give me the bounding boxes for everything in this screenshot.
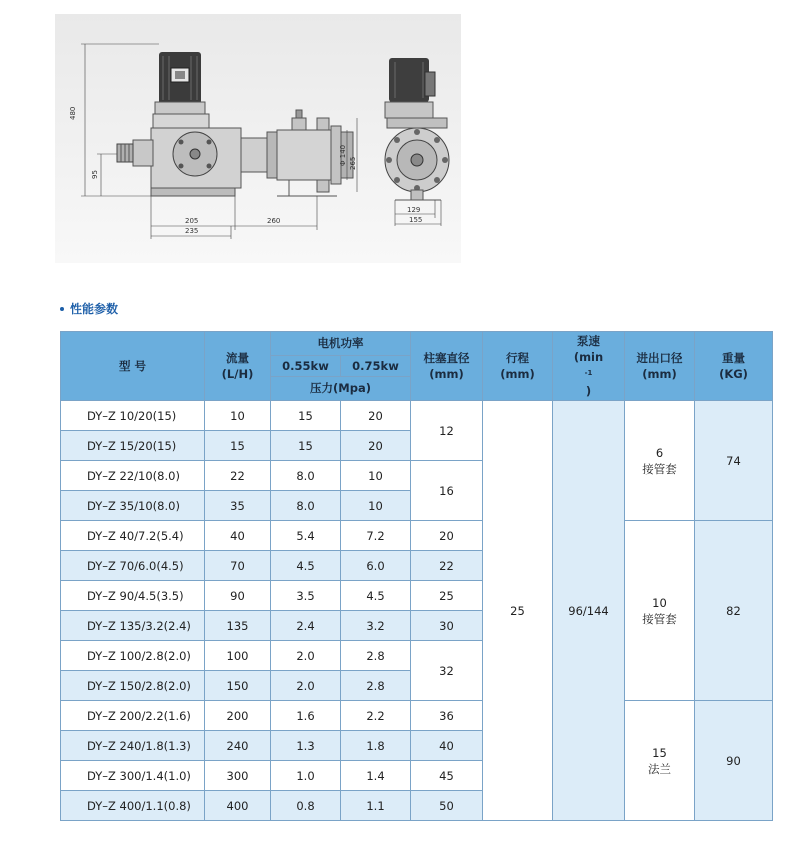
dim-phi140-label: Φ 140 <box>339 144 347 166</box>
cell-pressure-075: 6.0 <box>341 551 411 581</box>
cell-pressure-075: 20 <box>341 431 411 461</box>
cell-model: DY–Z 35/10(8.0) <box>61 491 205 521</box>
cell-plunger: 30 <box>411 611 483 641</box>
cell-plunger: 45 <box>411 761 483 791</box>
cell-pressure-055: 1.6 <box>271 701 341 731</box>
header-motor-power: 电机功率 <box>271 332 411 356</box>
cell-flow: 35 <box>205 491 271 521</box>
cell-pressure-075: 2.8 <box>341 671 411 701</box>
cell-pressure-055: 15 <box>271 401 341 431</box>
cell-model: DY–Z 300/1.4(1.0) <box>61 761 205 791</box>
cell-model: DY–Z 150/2.8(2.0) <box>61 671 205 701</box>
cell-model: DY–Z 70/6.0(4.5) <box>61 551 205 581</box>
cell-pressure-055: 8.0 <box>271 461 341 491</box>
cell-pressure-055: 1.3 <box>271 731 341 761</box>
header-port-diameter: 进出口径 (mm) <box>625 332 695 401</box>
header-flow: 流量 (L/H) <box>205 332 271 401</box>
table-row <box>61 521 773 551</box>
cell-model: DY–Z 22/10(8.0) <box>61 461 205 491</box>
motor-flange <box>155 102 205 114</box>
cell-pressure-075: 2.8 <box>341 641 411 671</box>
cell-model: DY–Z 100/2.8(2.0) <box>61 641 205 671</box>
dim-235-label: 235 <box>185 227 199 235</box>
performance-table <box>60 331 773 821</box>
cell-pressure-075: 1.8 <box>341 731 411 761</box>
cell-flow: 22 <box>205 461 271 491</box>
inlet-valve <box>317 180 329 192</box>
pump-head <box>277 130 331 180</box>
cell-flow: 135 <box>205 611 271 641</box>
header-power-075: 0.75kw <box>341 356 411 377</box>
cell-plunger: 25 <box>411 581 483 611</box>
cell-flow: 240 <box>205 731 271 761</box>
cell-plunger: 50 <box>411 791 483 821</box>
dim-260-label: 260 <box>267 217 281 225</box>
dim-265-label: 265 <box>349 156 357 170</box>
cell-port-group-3: 15 法兰 <box>625 701 695 821</box>
cell-pressure-075: 2.2 <box>341 701 411 731</box>
cell-pressure-055: 15 <box>271 431 341 461</box>
header-stroke: 行程 (mm) <box>483 332 553 401</box>
header-pump-speed: 泵速 (min $^{-1}$ ) <box>553 332 625 401</box>
cell-pressure-075: 20 <box>341 401 411 431</box>
cell-plunger: 22 <box>411 551 483 581</box>
cell-pump-speed: 96/144 <box>553 401 625 821</box>
pump-front-view <box>385 58 449 226</box>
cell-weight-group-1: 74 <box>695 401 773 521</box>
cell-pressure-075: 10 <box>341 491 411 521</box>
dim-205-label: 205 <box>185 217 199 225</box>
cell-pressure-075: 4.5 <box>341 581 411 611</box>
cell-model: DY–Z 200/2.2(1.6) <box>61 701 205 731</box>
cell-stroke: 25 <box>483 401 553 821</box>
dim-155-label: 155 <box>409 216 423 224</box>
section-title-text: 性能参数 <box>70 302 119 316</box>
header-power-055: 0.55kw <box>271 356 341 377</box>
header-pressure: 压力(Mpa) <box>271 377 411 401</box>
pump-drawing-svg <box>55 14 461 263</box>
cell-flow: 15 <box>205 431 271 461</box>
cell-pressure-055: 3.5 <box>271 581 341 611</box>
dim-95-label: 95 <box>91 170 99 179</box>
table-header <box>61 332 773 401</box>
cell-pressure-055: 5.4 <box>271 521 341 551</box>
cell-plunger: 16 <box>411 461 483 521</box>
cell-flow: 150 <box>205 671 271 701</box>
cell-model: DY–Z 135/3.2(2.4) <box>61 611 205 641</box>
cell-weight-group-2: 82 <box>695 521 773 701</box>
cell-model: DY–Z 40/7.2(5.4) <box>61 521 205 551</box>
table-row <box>61 401 773 431</box>
cell-pressure-075: 7.2 <box>341 521 411 551</box>
cell-model: DY–Z 240/1.8(1.3) <box>61 731 205 761</box>
header-plunger-diameter: 柱塞直径 (mm) <box>411 332 483 401</box>
cell-flow: 100 <box>205 641 271 671</box>
cell-port-group-2: 10 接管套 <box>625 521 695 701</box>
cell-flow: 300 <box>205 761 271 791</box>
cell-model: DY–Z 400/1.1(0.8) <box>61 791 205 821</box>
bullet-icon <box>60 307 64 311</box>
header-model: 型 号 <box>61 332 205 401</box>
pump-dimension-drawing <box>55 14 461 263</box>
pump-side-view <box>69 44 357 239</box>
cell-weight-group-3: 90 <box>695 701 773 821</box>
cell-pressure-075: 1.1 <box>341 791 411 821</box>
outlet-valve <box>292 118 306 130</box>
cell-pressure-055: 8.0 <box>271 491 341 521</box>
cell-plunger: 12 <box>411 401 483 461</box>
cell-flow: 10 <box>205 401 271 431</box>
cell-pressure-075: 1.4 <box>341 761 411 791</box>
cell-flow: 200 <box>205 701 271 731</box>
cell-model: DY–Z 90/4.5(3.5) <box>61 581 205 611</box>
table-row <box>61 701 773 731</box>
table-body <box>61 401 773 821</box>
cell-model: DY–Z 10/20(15) <box>61 401 205 431</box>
dim-480-label: 480 <box>69 106 77 120</box>
cell-port-group-1: 6 接管套 <box>625 401 695 521</box>
header-weight: 重量 (KG) <box>695 332 773 401</box>
cell-plunger: 20 <box>411 521 483 551</box>
cell-plunger: 32 <box>411 641 483 701</box>
cell-pressure-055: 0.8 <box>271 791 341 821</box>
cell-pressure-055: 2.0 <box>271 671 341 701</box>
cell-flow: 400 <box>205 791 271 821</box>
cell-model: DY–Z 15/20(15) <box>61 431 205 461</box>
cell-plunger: 36 <box>411 701 483 731</box>
cell-plunger: 40 <box>411 731 483 761</box>
dim-129-label: 129 <box>407 206 421 214</box>
cell-pressure-055: 4.5 <box>271 551 341 581</box>
cell-flow: 40 <box>205 521 271 551</box>
cell-pressure-075: 10 <box>341 461 411 491</box>
cell-flow: 70 <box>205 551 271 581</box>
cell-pressure-055: 1.0 <box>271 761 341 791</box>
section-title <box>60 300 118 317</box>
cell-pressure-055: 2.4 <box>271 611 341 641</box>
cell-pressure-055: 2.0 <box>271 641 341 671</box>
cell-pressure-075: 3.2 <box>341 611 411 641</box>
cell-flow: 90 <box>205 581 271 611</box>
